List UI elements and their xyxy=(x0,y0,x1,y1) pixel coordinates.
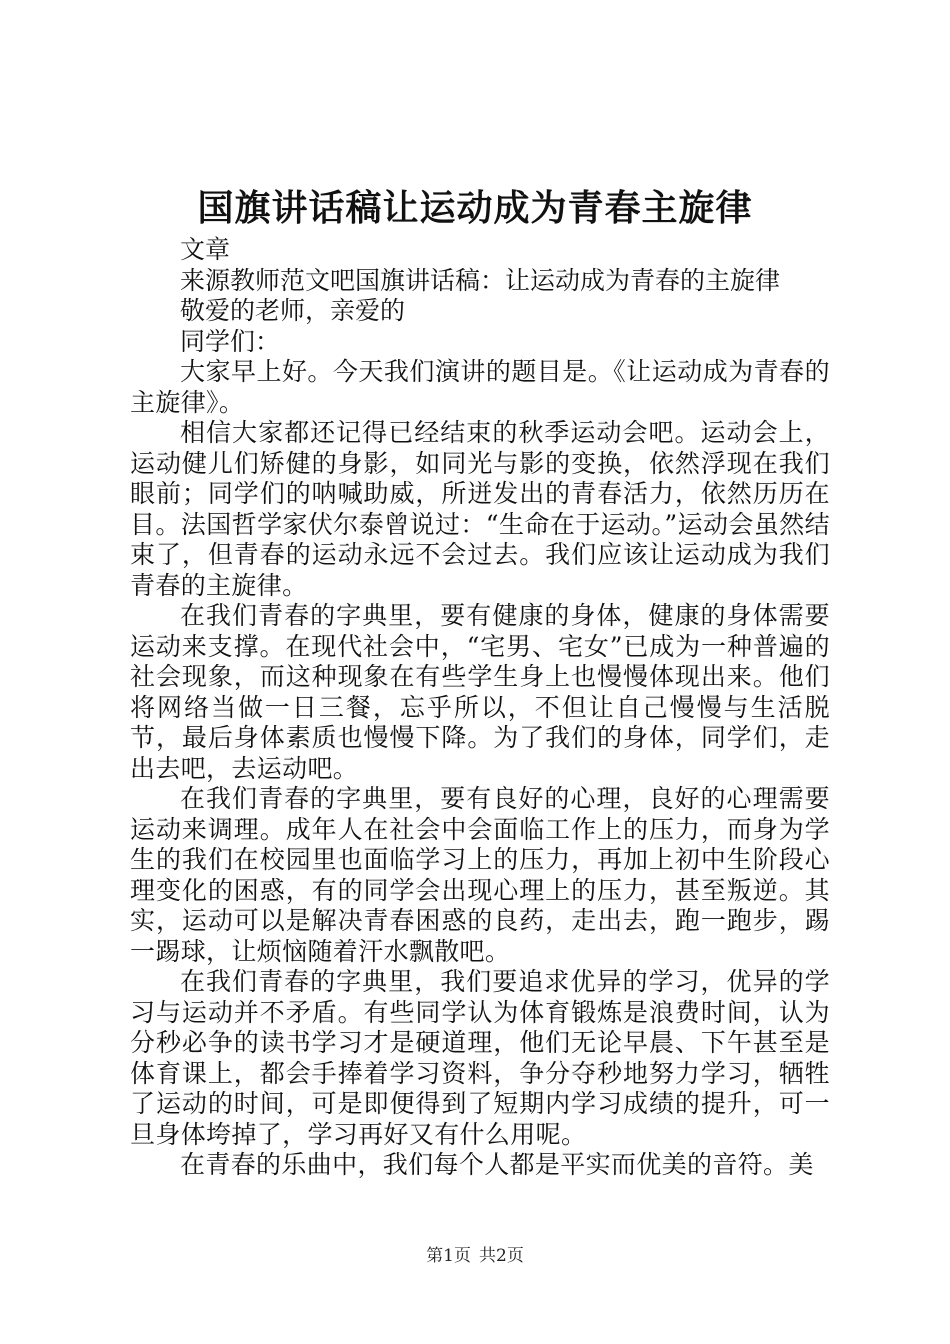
body-paragraph: 相信大家都还记得已经结束的秋季运动会吧。运动会上，运动健儿们矫健的身影，如同光与影的变换，依然浮现在我们眼前；同学们的呐喊助威，所迸发出的青春活力，依然历历在目。法国哲学家伏尔泰曾说过：“生命在于运动。”运动会虽然结束了，但青春的运动永远不会过去。我们应该让运动成为我们青春的主旋律。 xyxy=(130,418,830,600)
page-total: 共2页 xyxy=(479,1246,524,1266)
header-line: 同学们： xyxy=(180,326,281,356)
body-paragraph: 在我们青春的字典里，要有良好的心理，良好的心理需要运动来调理。成年人在社会中会面临工作上的压力，而身为学生的我们在校园里也面临学习上的压力，再加上初中生阶段心理变化的困惑，有的同学会出现心理上的压力，甚至叛逆。其实，运动可以是解决青春困惑的良药，走出去，跑一跑步，踢一踢球，让烦恼随着汗水飘散吧。 xyxy=(130,784,830,966)
page-number: 第1页 xyxy=(426,1246,471,1266)
body-paragraph: 在我们青春的字典里，我们要追求优异的学习，优异的学习与运动并不矛盾。有些同学认为体育锻炼是浪费时间，认为分秒必争的读书学习才是硬道理，他们无论早晨、下午甚至是体育课上，都会手捧着学习资料，争分夺秒地努力学习，牺牲了运动的时间，可是即便得到了短期内学习成绩的提升，可一旦身体垮掉了，学习再好又有什么用呢。 xyxy=(130,967,830,1149)
page-footer xyxy=(0,1245,950,1267)
document-title: 国旗讲话稿让运动成为青春主旋律 xyxy=(197,187,753,229)
body-paragraph: 大家早上好。今天我们演讲的题目是。《让运动成为青春的主旋律》。 xyxy=(130,357,830,417)
body-paragraph: 在我们青春的字典里，要有健康的身体，健康的身体需要运动来支撑。在现代社会中，“宅男、宅女”已成为一种普遍的社会现象，而这种现象在有些学生身上也慢慢体现出来。他们将网络当做一日三餐，忘乎所以，不但让自己慢慢与生活脱节，最后身体素质也慢慢下降。为了我们的身体，同学们，走出去吧，去运动吧。 xyxy=(130,601,830,783)
header-line: 来源教师范文吧国旗讲话稿：让运动成为青春的主旋律 xyxy=(180,265,781,295)
header-line: 文章 xyxy=(180,235,231,264)
document-body xyxy=(130,235,830,1181)
header-line: 敬爱的老师，亲爱的 xyxy=(180,296,406,325)
body-paragraph: 在青春的乐曲中，我们每个人都是平实而优美的音符。美 xyxy=(180,1150,814,1179)
